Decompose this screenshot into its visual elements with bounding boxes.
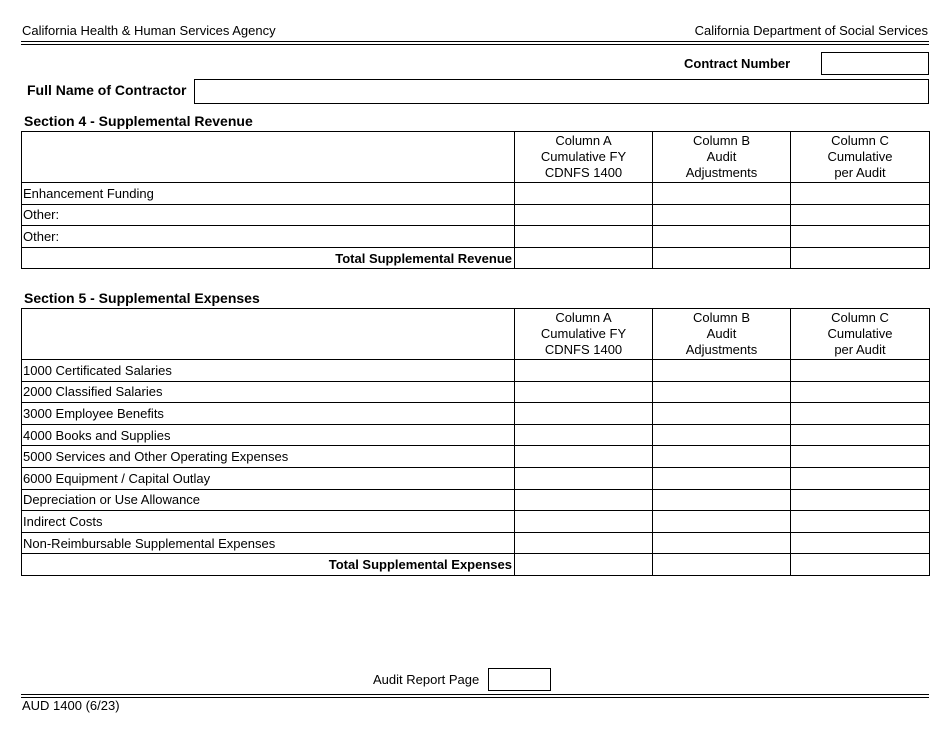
audit-report-page-field[interactable] — [488, 668, 551, 691]
table-row — [22, 204, 930, 226]
column-b-cell[interactable] — [653, 403, 791, 425]
column-b-cell[interactable] — [653, 360, 791, 382]
column-a-cell[interactable] — [515, 204, 653, 226]
row-label: Non-Reimbursable Supplemental Expenses — [22, 532, 515, 554]
table-row — [22, 183, 930, 205]
column-b-cell[interactable] — [653, 226, 791, 248]
column-b-cell[interactable] — [653, 381, 791, 403]
column-b-cell[interactable] — [653, 204, 791, 226]
column-c-cell[interactable] — [791, 403, 930, 425]
table-row — [22, 403, 930, 425]
column-a-cell[interactable] — [515, 360, 653, 382]
department-name: California Department of Social Services — [694, 23, 928, 38]
column-c-cell[interactable] — [791, 204, 930, 226]
section4-table — [21, 131, 930, 269]
row-label: Indirect Costs — [22, 511, 515, 533]
footer-rule — [21, 694, 929, 695]
table-row — [22, 489, 930, 511]
table-row — [22, 424, 930, 446]
column-b-cell[interactable] — [653, 489, 791, 511]
column-a-cell[interactable] — [515, 511, 653, 533]
column-b-cell[interactable] — [653, 532, 791, 554]
section5-title: Section 5 - Supplemental Expenses — [24, 290, 260, 306]
audit-report-page-label: Audit Report Page — [373, 672, 480, 687]
table-row — [22, 511, 930, 533]
column-c-cell[interactable] — [791, 467, 930, 489]
column-c-header: Column C Cumulative per Audit — [791, 309, 930, 360]
table-row — [22, 467, 930, 489]
blank-header-cell — [22, 309, 515, 360]
section5-table — [21, 308, 930, 576]
agency-name: California Health & Human Services Agency — [22, 23, 276, 38]
row-label: Other: — [22, 226, 515, 248]
row-label: 2000 Classified Salaries — [22, 381, 515, 403]
contractor-name-label: Full Name of Contractor — [27, 82, 187, 98]
column-a-cell[interactable] — [515, 467, 653, 489]
column-c-total[interactable] — [791, 247, 930, 269]
row-label: 4000 Books and Supplies — [22, 424, 515, 446]
column-c-cell[interactable] — [791, 424, 930, 446]
column-a-cell[interactable] — [515, 403, 653, 425]
contract-number-label: Contract Number — [684, 56, 791, 71]
section5-header-row — [22, 309, 930, 360]
column-b-header: Column B Audit Adjustments — [653, 309, 791, 360]
table-row — [22, 381, 930, 403]
total-row — [22, 247, 930, 269]
column-c-cell[interactable] — [791, 183, 930, 205]
row-label: Depreciation or Use Allowance — [22, 489, 515, 511]
column-a-cell[interactable] — [515, 226, 653, 248]
column-c-cell[interactable] — [791, 511, 930, 533]
column-a-cell[interactable] — [515, 183, 653, 205]
column-c-header: Column C Cumulative per Audit — [791, 132, 930, 183]
header-rule — [21, 41, 929, 42]
section4-title: Section 4 - Supplemental Revenue — [24, 113, 253, 129]
row-label: Other: — [22, 204, 515, 226]
column-b-cell[interactable] — [653, 183, 791, 205]
table-row — [22, 360, 930, 382]
column-b-cell[interactable] — [653, 446, 791, 468]
column-c-cell[interactable] — [791, 360, 930, 382]
row-label: 3000 Employee Benefits — [22, 403, 515, 425]
column-c-cell[interactable] — [791, 532, 930, 554]
column-b-cell[interactable] — [653, 424, 791, 446]
column-b-total[interactable] — [653, 247, 791, 269]
column-b-total[interactable] — [653, 554, 791, 576]
column-a-cell[interactable] — [515, 532, 653, 554]
column-c-cell[interactable] — [791, 381, 930, 403]
row-label: 1000 Certificated Salaries — [22, 360, 515, 382]
row-label: 6000 Equipment / Capital Outlay — [22, 467, 515, 489]
form-id: AUD 1400 (6/23) — [22, 698, 120, 713]
column-a-cell[interactable] — [515, 489, 653, 511]
table-row — [22, 532, 930, 554]
column-b-header: Column B Audit Adjustments — [653, 132, 791, 183]
column-a-cell[interactable] — [515, 424, 653, 446]
column-c-cell[interactable] — [791, 489, 930, 511]
footer-rule — [21, 697, 929, 698]
column-c-total[interactable] — [791, 554, 930, 576]
contractor-name-field[interactable] — [194, 79, 929, 104]
total-label: Total Supplemental Expenses — [22, 554, 515, 576]
column-c-cell[interactable] — [791, 226, 930, 248]
table-row — [22, 446, 930, 468]
total-row — [22, 554, 930, 576]
column-b-cell[interactable] — [653, 467, 791, 489]
row-label: 5000 Services and Other Operating Expenses — [22, 446, 515, 468]
column-a-total[interactable] — [515, 247, 653, 269]
column-a-header: Column A Cumulative FY CDNFS 1400 — [515, 309, 653, 360]
blank-header-cell — [22, 132, 515, 183]
row-label: Enhancement Funding — [22, 183, 515, 205]
total-label: Total Supplemental Revenue — [22, 247, 515, 269]
column-a-header: Column A Cumulative FY CDNFS 1400 — [515, 132, 653, 183]
column-b-cell[interactable] — [653, 511, 791, 533]
section4-header-row — [22, 132, 930, 183]
column-a-total[interactable] — [515, 554, 653, 576]
column-a-cell[interactable] — [515, 381, 653, 403]
header-rule — [21, 44, 929, 45]
table-row — [22, 226, 930, 248]
column-a-cell[interactable] — [515, 446, 653, 468]
contract-number-field[interactable] — [821, 52, 929, 75]
column-c-cell[interactable] — [791, 446, 930, 468]
